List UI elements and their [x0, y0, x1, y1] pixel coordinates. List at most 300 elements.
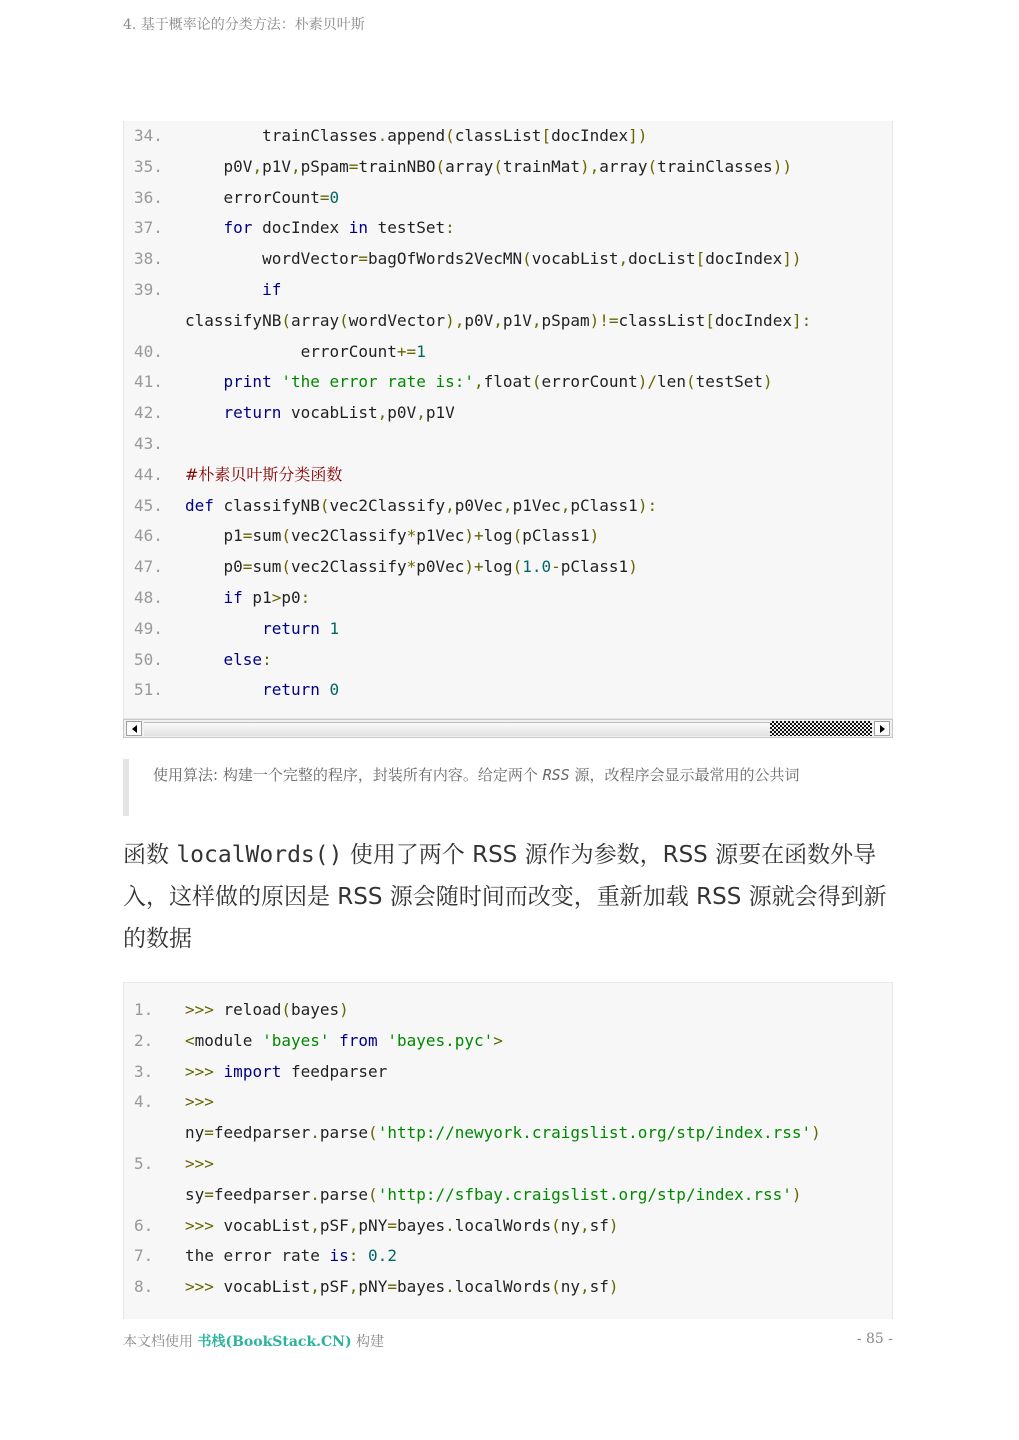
code-token: parse — [319, 1123, 369, 1143]
code-lines — [124, 983, 892, 1303]
code-token: ( — [281, 310, 291, 330]
code-token: = — [358, 249, 369, 269]
code-token: return — [185, 680, 320, 700]
code-token — [378, 1031, 388, 1050]
code-token: = — [319, 187, 330, 207]
code-line — [124, 275, 892, 306]
code-token: trainNBO — [358, 156, 436, 176]
code-line — [124, 183, 892, 214]
code-token: 'http://newyork.craigslist.org/stp/index.rss' — [377, 1123, 812, 1143]
code-token: array — [290, 310, 340, 330]
code-token: p0Vec — [454, 495, 503, 515]
arrow-left-icon — [132, 725, 137, 733]
code-token: , — [310, 1215, 320, 1235]
code-token: ( — [281, 526, 291, 546]
code-token: ]) — [628, 126, 648, 145]
scroll-right-button[interactable] — [874, 721, 890, 736]
code-token: vocabList — [531, 249, 619, 269]
code-token: ): — [637, 495, 658, 515]
code-token: ), — [580, 156, 600, 176]
line-number: 49. — [134, 618, 163, 638]
code-line — [124, 491, 892, 522]
code-line — [124, 1026, 892, 1057]
code-token: is — [329, 1246, 349, 1266]
code-line — [124, 1149, 892, 1180]
code-text — [185, 121, 647, 152]
code-token: ( — [531, 372, 542, 392]
code-token: ) — [608, 1215, 619, 1235]
line-number: 36. — [134, 187, 163, 207]
code-token: ( — [551, 1215, 561, 1235]
code-token: , — [618, 249, 629, 269]
code-line — [124, 121, 892, 152]
code-text — [185, 1087, 214, 1118]
code-text — [185, 306, 811, 337]
code-line — [124, 1087, 892, 1118]
code-token: bagOfWords2VecMN — [368, 249, 523, 269]
code-token: ny — [560, 1277, 581, 1297]
code-token: ]: — [791, 310, 812, 330]
code-token: , — [252, 156, 263, 176]
code-line — [124, 1241, 892, 1272]
code-line — [124, 675, 892, 706]
code-token: 'bayes' — [262, 1030, 330, 1050]
code-token: ( — [281, 1000, 291, 1019]
code-token: testSet — [368, 218, 446, 238]
code-token: pSF — [319, 1277, 349, 1297]
code-text — [185, 521, 599, 552]
code-token: module — [194, 1030, 263, 1050]
code-token: p1V — [502, 310, 532, 330]
code-token: < — [185, 1030, 195, 1050]
line-number: 43. — [134, 433, 163, 453]
arrow-right-icon — [880, 725, 885, 733]
code-token: ) — [628, 557, 638, 577]
code-token: sf — [589, 1277, 609, 1297]
code-token: trainMat — [502, 156, 581, 176]
code-token: bayes — [290, 1000, 340, 1019]
code-token: 0 — [329, 680, 340, 700]
code-token: : — [262, 649, 272, 669]
code-token: 1 — [416, 341, 426, 361]
code-line — [124, 152, 892, 183]
code-token: ( — [647, 156, 658, 176]
code-text — [185, 367, 773, 398]
code-token: = — [204, 1184, 214, 1204]
code-line — [124, 614, 892, 645]
code-token: , — [531, 310, 542, 330]
code-text — [185, 1180, 802, 1211]
code-token: wordVector — [348, 310, 446, 330]
footer-credit — [123, 1331, 384, 1351]
quote-text-before: 使用算法: 构建一个完整的程序，封装所有内容。给定两个 — [153, 766, 543, 784]
code-token: 1.0 — [522, 557, 552, 577]
code-token: >>> — [185, 1277, 214, 1297]
code-token: vocabList — [213, 1277, 311, 1297]
code-token: , — [348, 1215, 359, 1235]
code-token: trainClasses — [657, 156, 773, 176]
code-token: ( — [512, 526, 523, 546]
code-lines — [124, 121, 892, 706]
code-token — [358, 1246, 368, 1265]
code-token: >>> — [185, 1215, 214, 1235]
code-token — [320, 619, 330, 638]
code-token: localWords — [454, 1277, 552, 1297]
code-token: return — [185, 403, 282, 423]
code-token: docIndex — [252, 218, 349, 238]
code-line — [124, 1211, 892, 1242]
code-token: ( — [512, 557, 523, 577]
code-token — [330, 1031, 340, 1050]
code-token: from — [339, 1030, 378, 1050]
code-token: . — [310, 1184, 320, 1204]
code-token: testSet — [695, 372, 764, 392]
code-token: pNY — [358, 1215, 388, 1235]
code-token: >>> — [185, 1000, 214, 1019]
code-line — [124, 1180, 892, 1211]
code-token: , — [348, 1277, 359, 1297]
line-number: 7. — [134, 1246, 154, 1266]
code-token: p0Vec — [416, 557, 465, 577]
line-number: 37. — [134, 218, 163, 238]
line-number: 50. — [134, 649, 163, 669]
code-token: ( — [319, 495, 330, 515]
code-text — [185, 275, 281, 306]
code-text — [185, 337, 426, 368]
line-number: 5. — [134, 1153, 154, 1173]
code-token: * — [406, 557, 417, 577]
code-token: p1Vec — [416, 526, 465, 546]
code-text — [185, 1057, 387, 1088]
code-token: = — [242, 526, 253, 546]
code-text — [185, 675, 339, 706]
code-token: , — [502, 495, 513, 515]
code-token: [ — [695, 249, 706, 269]
code-token: vocabList — [281, 403, 378, 423]
code-text — [185, 1211, 619, 1242]
code-token: p0V — [387, 403, 417, 423]
quote-text-after: 源，改程序会显示最常用的公共词 — [569, 766, 800, 784]
line-number: 48. — [134, 587, 163, 607]
line-number: 46. — [134, 526, 163, 546]
code-line — [124, 583, 892, 614]
code-token: def — [185, 495, 214, 515]
code-token: bayes — [396, 1277, 446, 1297]
code-line — [124, 995, 892, 1026]
code-token: . — [377, 126, 388, 145]
code-text — [185, 398, 455, 429]
code-token: pClass1 — [570, 495, 638, 515]
code-token: pNY — [358, 1277, 388, 1297]
code-token: p1V — [262, 156, 291, 176]
running-header: 4. 基于概率论的分类方法：朴素贝叶斯 — [123, 17, 365, 33]
code-token: , — [580, 1277, 590, 1297]
code-token: . — [445, 1215, 455, 1235]
bookstack-link[interactable]: 书栈(BookStack.CN) — [197, 1334, 352, 1350]
line-number: 41. — [134, 372, 163, 392]
code-token: ) — [763, 372, 773, 392]
code-token: 'http://sfbay.craigslist.org/stp/index.rss' — [377, 1184, 792, 1204]
page-number: - 85 - — [856, 1331, 893, 1347]
code-token: ) — [608, 1277, 619, 1297]
code-line — [124, 244, 892, 275]
code-token: , — [474, 372, 484, 392]
code-token: ) — [589, 526, 600, 546]
code-token: p0V — [464, 310, 494, 330]
code-token: localWords — [454, 1215, 552, 1235]
code-token: the error rate — [185, 1246, 330, 1266]
code-token: : — [348, 1246, 359, 1266]
code-token: , — [445, 495, 455, 515]
code-token: . — [445, 1277, 455, 1297]
code-token: array — [445, 156, 494, 176]
code-token: errorCount — [541, 372, 638, 392]
code-text — [185, 244, 802, 275]
code-line — [124, 552, 892, 583]
code-token: feedparser — [213, 1184, 311, 1204]
code-token: > — [493, 1030, 503, 1050]
code-token: ny — [560, 1215, 581, 1235]
code-token: ) — [339, 1000, 349, 1019]
code-text — [185, 213, 455, 244]
code-text — [185, 552, 638, 583]
code-token: , — [493, 310, 503, 330]
code-token: )!= — [589, 310, 619, 330]
code-token: vec2Classify — [290, 557, 407, 577]
line-number: 47. — [134, 557, 163, 577]
code-text — [185, 1118, 821, 1149]
code-token: , — [310, 1277, 320, 1297]
code-token: ) — [791, 1184, 802, 1204]
code-token: ( — [435, 156, 446, 176]
code-token: return — [185, 618, 320, 638]
code-line — [124, 1057, 892, 1088]
code-token: vocabList — [213, 1215, 311, 1235]
code-token: sum — [252, 557, 282, 577]
code-token: ( — [551, 1277, 561, 1297]
code-token: p1 — [185, 526, 243, 546]
code-token: len — [657, 372, 686, 392]
code-token: in — [348, 218, 369, 238]
code-token: 0 — [329, 187, 340, 207]
code-token: p0V — [185, 156, 253, 176]
line-number: 35. — [134, 156, 163, 176]
code-token: p1V — [425, 403, 455, 423]
code-token: 0.2 — [368, 1246, 397, 1266]
code-token: = — [387, 1277, 397, 1297]
code-token: float — [483, 372, 532, 392]
scroll-left-button[interactable] — [126, 721, 142, 736]
code-token: = — [242, 557, 253, 577]
code-token: errorCount — [185, 187, 320, 207]
code-token: p1Vec — [512, 495, 561, 515]
code-token: pClass1 — [560, 557, 629, 577]
line-number: 40. — [134, 341, 163, 361]
code-token: , — [377, 403, 388, 423]
code-token: += — [396, 341, 417, 361]
code-token: )+ — [464, 557, 484, 577]
code-token: , — [580, 1215, 590, 1235]
line-number: 2. — [134, 1030, 154, 1050]
horizontal-scrollbar[interactable] — [123, 719, 893, 738]
code-token: log — [483, 557, 513, 577]
line-number: 3. — [134, 1061, 154, 1081]
code-token: classList — [454, 126, 542, 145]
code-token: else — [185, 649, 263, 669]
code-token: sy — [185, 1184, 205, 1204]
code-token: pSF — [319, 1215, 349, 1235]
code-token: : — [445, 218, 455, 238]
code-token: feedparser — [281, 1061, 388, 1081]
code-token: sum — [252, 526, 282, 546]
code-token: ( — [368, 1184, 378, 1204]
code-token: ( — [368, 1123, 378, 1143]
code-token: feedparser — [213, 1123, 311, 1143]
code-token: p0 — [281, 587, 301, 607]
inline-code: localWords() — [176, 842, 343, 868]
code-token: p1 — [242, 587, 272, 607]
scrollbar-thumb[interactable] — [770, 721, 872, 736]
footer-suffix: 构建 — [351, 1334, 385, 1350]
code-token: ( — [685, 372, 696, 392]
code-token: append — [387, 126, 446, 145]
code-token: vec2Classify — [329, 495, 446, 515]
code-token: )/ — [637, 372, 658, 392]
code-line — [124, 213, 892, 244]
code-text — [185, 614, 339, 645]
blockquote-note — [123, 759, 893, 816]
code-token: = — [387, 1215, 397, 1235]
code-token: : — [300, 587, 311, 607]
code-text — [185, 645, 272, 676]
code-text — [185, 583, 310, 614]
code-token: docIndex — [705, 249, 783, 269]
code-token: import — [223, 1061, 282, 1081]
code-line — [124, 645, 892, 676]
code-token: * — [406, 526, 417, 546]
code-token: [ — [541, 126, 552, 145]
code-block-console — [123, 982, 893, 1319]
code-block-naive-bayes — [123, 121, 893, 719]
code-token: >>> — [185, 1092, 214, 1112]
code-token: ) — [811, 1123, 821, 1143]
code-token: p0 — [185, 557, 243, 577]
code-token: pSpam — [300, 156, 349, 176]
code-token: vec2Classify — [290, 526, 407, 546]
code-token: wordVector — [185, 249, 359, 269]
code-text — [185, 491, 657, 522]
line-number: 38. — [134, 249, 163, 269]
code-token: ( — [339, 310, 349, 330]
line-number: 8. — [134, 1277, 154, 1297]
code-token: > — [271, 587, 282, 607]
code-line — [124, 1272, 892, 1303]
code-token: #朴素贝叶斯分类函数 — [185, 464, 343, 484]
code-token: )+ — [464, 526, 484, 546]
code-token: classifyNB — [185, 310, 282, 330]
code-token: pSpam — [541, 310, 590, 330]
code-text — [185, 1026, 503, 1057]
line-number: 51. — [134, 680, 163, 700]
code-token: classifyNB — [213, 495, 320, 515]
code-line — [124, 337, 892, 368]
code-token: 'bayes.pyc' — [387, 1030, 494, 1050]
para-text-2: 使用了两个 RSS 源作为参数，RSS 源要在函数外导入，这样做的原因是 RSS 源会随时间而改变，重新加载 RSS 源就会得到新的数据 — [123, 842, 887, 952]
para-text-1: 函数 — [123, 842, 177, 868]
code-text — [185, 1149, 214, 1180]
code-text — [185, 460, 342, 491]
code-token: ]) — [782, 249, 802, 269]
code-token: parse — [319, 1184, 369, 1204]
code-text — [185, 995, 349, 1026]
code-line — [124, 398, 892, 429]
code-token: classList — [618, 310, 706, 330]
code-token: ), — [445, 310, 465, 330]
code-token: print — [185, 372, 272, 392]
line-number: 45. — [134, 495, 163, 515]
code-token: reload — [213, 1000, 282, 1019]
code-token: pClass1 — [522, 526, 590, 546]
code-line — [124, 306, 892, 337]
code-token: if — [185, 587, 243, 607]
body-paragraph — [123, 834, 893, 960]
code-token: . — [310, 1123, 320, 1143]
code-token: ( — [493, 156, 503, 176]
code-token: = — [204, 1123, 214, 1143]
code-token: 1 — [329, 618, 340, 638]
line-number: 4. — [134, 1092, 154, 1112]
code-token — [320, 680, 330, 699]
line-number: 42. — [134, 403, 163, 423]
code-line — [124, 521, 892, 552]
line-number: 39. — [134, 279, 163, 299]
code-token: [ — [705, 310, 715, 330]
scrollbar-track[interactable] — [144, 722, 872, 736]
code-line — [124, 460, 892, 491]
code-line — [124, 429, 892, 460]
code-token: bayes — [396, 1215, 446, 1235]
code-token: log — [483, 526, 513, 546]
code-token: >>> — [185, 1153, 214, 1173]
code-token — [214, 1062, 224, 1081]
code-token: ( — [522, 249, 532, 269]
code-token: docIndex — [714, 310, 792, 330]
code-token: , — [560, 495, 571, 515]
code-token: - — [551, 557, 561, 577]
code-line — [124, 367, 892, 398]
code-token: 'the error rate is:' — [281, 372, 474, 392]
line-number: 1. — [134, 1000, 154, 1019]
code-token: sf — [589, 1215, 609, 1235]
code-token: for — [185, 218, 253, 238]
code-token: )) — [772, 156, 792, 176]
line-number: 6. — [134, 1215, 154, 1235]
code-text — [185, 183, 339, 214]
code-token — [272, 372, 282, 391]
code-token: if — [185, 279, 282, 299]
code-text — [185, 1241, 397, 1272]
quote-italic: RSS — [542, 766, 570, 784]
code-token: ( — [281, 557, 291, 577]
code-token: = — [348, 156, 359, 176]
footer-prefix: 本文档使用 — [123, 1334, 198, 1350]
code-line — [124, 1118, 892, 1149]
code-token: docList — [628, 249, 696, 269]
code-text — [185, 152, 792, 183]
code-token: docIndex — [551, 126, 629, 145]
code-token: >>> — [185, 1061, 214, 1081]
code-token: , — [416, 403, 426, 423]
